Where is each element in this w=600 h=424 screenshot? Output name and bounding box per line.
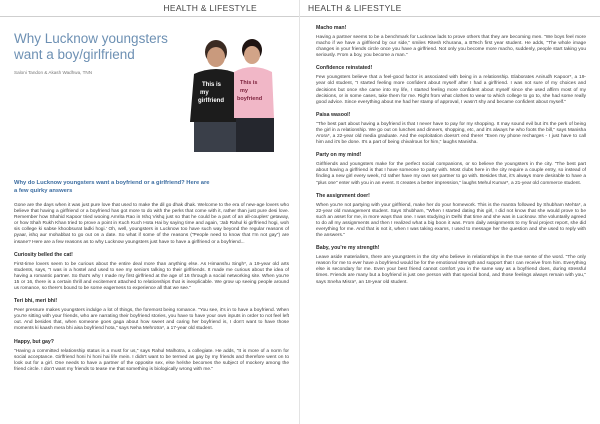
section-label: HEALTH & LIFESTYLE <box>163 3 257 13</box>
section-heading: Paisa wasool! <box>316 111 351 118</box>
section-body: When you're not partying with your girlfriend, make her do your homework. This is the mantra followed by Shubham Mehta*, a 22-year old management student. Says Shubham, "When I started dating this girl, I did not know that she would prove to be such an asset for me, in more ways than one. I was studying in Delhi that time and she was in Lucknow. She voluntarily agreed to do all my assignments and then I realized what a big boon it was. From daily assignments to my final project report, she did everything for me. And that is not it, when I was taking exams, I used to message her the question and she used to reply with the answers." <box>316 202 586 239</box>
svg-text:my: my <box>240 88 248 94</box>
section-label: HEALTH & LIFESTYLE <box>308 3 402 13</box>
section-heading: The assignment doer! <box>316 192 370 199</box>
section-body: Few youngsters believe that a feel-good factor is associated with being in a relationship. Elaborates Anirudh Kapoor*, a 19-year old student, "I started feeling more confident about myself after I had a girlfriend. I was not sure of my choices and decisions but once she came into my life, I started feeling more confident about myself since she used affirm most of my decisions, or in some cases, take them for me. Right from what clothes to wear to which college to go to, she had some really good advice. Since everything about me had her stamp of approval, I wasn't shy and became confident about myself." <box>316 75 586 105</box>
section-body: Having a partner seems to be a benchmark for Lucknow lads to prove others that they are becoming men. "We boys feel more macho if we have a girlfriend by our side," smiles Ritesh Khurana, a BTech first year student. He adds, "The whole image changes in your friends circle once you have a girlfriend. Not only you become more macho, suddenly, people start taking you seriously. From a boy, you become a man." <box>316 35 586 59</box>
left-column <box>0 31 299 373</box>
section-heading: Happy, but gay? <box>14 338 54 345</box>
right-column <box>300 25 600 286</box>
section-body: Girlfriends and youngsters make for the perfect social companions, or so believe the youngsters in the city. "The best part about having a girlfriend is that I have someone to party with. Most clubs here in the city require a couple entry, so instead of finding a new girl every week, I'd rather have my own set partner to go with. Besides that, it's always more desirable to have a "plus one" enter with you in an event. It creates a better impression," laughs Mehul Kumar*, a 21-year old commerce student. <box>316 162 586 186</box>
lead-paragraph: Gone are the days when it was just pure love that used to make the dil go dhak dhak. Welcome to the era of new-age lovers who believe that having a girlfriend or a boyfriend has got more to do with the perks that come with it, rather than just pure desi love. Remember how Shahid Kapoor tried wooing Amrita Rao in Ishq Vishq just so that he could be a part of an all-couples' getaway, or how Shah Rukh Khan tried to prove a point in Kuch Kuch Hota Hai by saying time and again, 'Jab Rahul ki girlfriend hogi, woh sis college ki sabse khoobsurat ladki hogi.' Oh, well, youngsters in Lucknow too have such way beyond the regular reasons of pyaar, ishq aur mohabbat to go out on a date. So what if some of the reasons ("People need to know that I'm not gay") are insane? Here are a few reasons as to why Lucknow youngsters just have to have a girlfriend or a boyfriend... <box>14 203 289 245</box>
couple-photo <box>176 30 292 152</box>
article-intro: Why do Lucknow youngsters want a boyfriend or a girlfriend? Here are a few quirky answers <box>14 180 210 194</box>
section-body: "Having a committed relationship status is a must for us," says Rahul Malhotra, a collegiate. He adds, "It is more of a norm for social acceptance. Girlfriend honi hi honi hai life mein. I didn't want to be termed as gay by my friends and therefore went on to look out for a girl. One needs to have a partner of the opposite sex, else he/she becomes the subject of mockery among the friend circle. I don't want my friends to tease me that something is biologically wrong with me." <box>14 348 289 372</box>
section-body: First-time lovers seem to be curious about the entire deal more than anything else. As Himanshu Singh*, a 19-year old arts students, says, "I was in a hostel and used to see my seniors talking to their girlfriends. It made me curious about the idea of having a romantic partner. So that's why I made my first girlfriend at the age of 16 through a social networking site. When you're 15 or 16, there is a certain thrill and excitement attached to relationships that is inexplicable. We grow up seeing people around us romance, so there's bound to be some eagerness to experience all that we see." <box>14 261 289 292</box>
svg-text:boyfriend: boyfriend <box>237 96 263 102</box>
byline: Saloni Tandon & Akash Wadhwa, TNN <box>14 70 93 75</box>
section-header <box>0 0 299 17</box>
section-header <box>300 0 600 17</box>
section-body: Peer pressure makes youngsters indulge a lot of things, the foremost being romance. "You see, it's in to have a boyfriend. When you're sitting with your friends, who are narrating their boyfriend stories, you have to have your own inputs in order to not feel left out. And besides that, when someone goes gaga about how sweet and caring her boyfriend is, I don't want to have those moments ki kaash mera bhi aisa boyfriend hota," says Neha Mehrotra*, a 17-year old student. <box>14 308 289 332</box>
article-title: Why Lucknow youngsters want a boy/girlfriend <box>14 31 168 62</box>
section-heading: Teri bhi, meri bhi! <box>14 298 58 305</box>
right-page <box>300 0 600 424</box>
section-heading: Baby, you're my strength! <box>316 245 380 252</box>
section-heading: Curiosity belled the cat! <box>14 251 73 258</box>
section-body: Leave aside materialism, there are youngsters in the city who believe in relationships in the true sense of the word. "The only reason for me to ever have a boyfriend would be for the emotional strength and support that I can receive from him. Everything else is secondary for me. Even your best friend cannot comfort you in the same way as a boyfriend does, during stressful times. Friends are many but a boyfriend is just one person with that special bond, and those feelings always remain with you," says Sneha Misra*, an 18-year old student. <box>316 255 586 285</box>
section-body: "The best part about having a boyfriend is that I never have to pay for my shopping. It may sound evil but it's the perk of being the girl in a relationship. We go out on lunches and dinners, shopping, etc, and it's always he who foots the bill," says Manisha Arora*, a 22-year old media graduate. And the exploitation doesn't end there! "Even my phone recharges - I just have to call him and it's be done. It's a part of being chivalrous for him," laughs Manisha. <box>316 121 586 146</box>
section-heading: Confidence reinstated! <box>316 65 373 72</box>
svg-text:This is: This is <box>202 82 222 88</box>
svg-text:girlfriend: girlfriend <box>198 98 225 104</box>
section-heading: Party on my mind! <box>316 152 362 159</box>
section-heading: Macho man! <box>316 25 347 31</box>
svg-text:my: my <box>200 90 209 96</box>
svg-text:This is: This is <box>240 80 258 86</box>
